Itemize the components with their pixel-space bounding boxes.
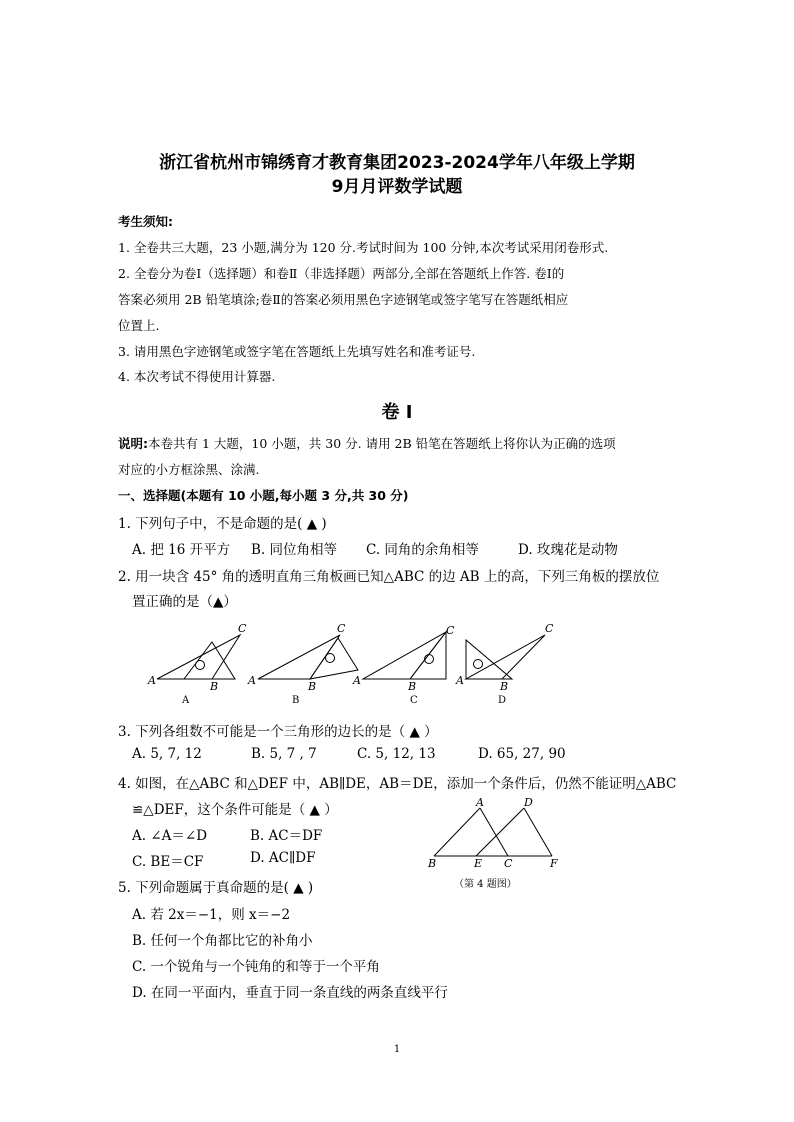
q2-fig-a-label-c: C [238,622,247,635]
section-note-line2: 对应的小方框涂黑、涂满. [118,462,260,477]
q4-stem-line1: 4. 如图，在△ABC 和△DEF 中，AB∥DE，AB＝DE，添加一个条件后，仍然不能证明△ABC [118,776,677,792]
q2-fig-b-label-b: B [308,680,317,693]
q2-fig-c-label-a: A [353,674,361,687]
q2-fig-d-label-b: B [500,680,509,693]
q5-option-a: A. 若 2x＝−1，则 x＝−2 [132,907,291,923]
q2-figure-a [157,635,240,679]
q2-caption-c: C [410,695,418,706]
q2-figure-c [363,632,446,679]
q3-stem: 3. 下列各组数不可能是一个三角形的边长的是（ ▲ ） [118,724,438,740]
notice-item-1: 1. 全卷共三大题，23 小题,满分为 120 分.考试时间为 100 分钟,本次考试采用闭卷形式. [118,240,609,255]
q4-fig-label-f: F [550,857,558,870]
q2-fig-a-label-a: A [148,674,156,687]
notice-heading: 考生须知: [118,214,173,229]
q3-option-c: C. 5, 12, 13 [357,746,436,762]
q1-stem: 1. 下列句子中，不是命题的是( ▲ ) [118,516,327,532]
section-note-text: 本卷共有 1 大题，10 小题，共 30 分. 请用 2B 铅笔在答题纸上将你认为正确的选项 [148,436,616,451]
document-title-line2: 9月月评数学试题 [331,177,463,197]
q2-figures [140,618,580,710]
q4-fig-caption: （第 4 题图） [454,879,517,890]
notice-item-4: 4. 本次考试不得使用计算器. [118,369,276,384]
q4-option-c: C. BE＝CF [132,854,204,870]
q1-option-a: A. 把 16 开平方 [132,542,231,558]
q1-option-d: D. 玫瑰花是动物 [518,542,618,558]
section-title: 卷 Ⅰ [381,402,413,423]
q2-fig-d-label-c: C [545,622,554,635]
q2-fig-d-label-a: A [456,674,464,687]
notice-item-3: 3. 请用黑色字迹钢笔或签字笔在答题纸上先填写姓名和准考证号. [118,344,476,359]
q5-option-c: C. 一个锐角与一个钝角的和等于一个平角 [132,959,380,975]
q4-option-b: B. AC＝DF [250,828,323,844]
part-heading: 一、选择题(本题有 10 小题,每小题 3 分,共 30 分) [118,488,409,503]
q1-option-b: B. 同位角相等 [251,542,338,558]
q2-caption-b: B [292,695,300,706]
q2-stem-line1: 2. 用一块含 45° 角的透明直角三角板画已知△ABC 的边 AB 上的高，下列三角板的摆放位 [118,569,660,585]
document-title-line1: 浙江省杭州市锦绣育才教育集团2023-2024学年八年级上学期 [159,153,635,173]
q2-stem-line2: 置正确的是（▲） [132,594,237,610]
q4-fig-label-e: E [474,857,483,870]
q5-option-b: B. 任何一个角都比它的补角小 [132,933,313,949]
section-note-label: 说明: [118,436,148,451]
q2-fig-a-label-b: B [210,680,219,693]
q4-stem-line2: ≌△DEF，这个条件可能是（ ▲ ） [132,802,338,818]
q4-fig-label-b: B [428,857,437,870]
q5-stem: 5. 下列命题属于真命题的是( ▲ ) [118,880,314,896]
q3-option-d: D. 65, 27, 90 [478,746,566,762]
q4-option-d: D. AC∥DF [250,850,316,866]
q2-fig-c-label-b: B [408,680,417,693]
q2-fig-c-label-c: C [446,624,455,637]
q2-figure-b [258,635,358,679]
q4-fig-label-d: D [524,796,533,809]
q3-option-a: A. 5, 7, 12 [132,746,202,762]
q4-fig-label-c: C [504,857,513,870]
q4-option-a: A. ∠A＝∠D [132,828,208,844]
q2-fig-b-label-c: C [337,622,346,635]
q2-caption-a: A [182,695,190,706]
page-number: 1 [393,1044,401,1055]
q2-figure-d [466,635,545,679]
q3-option-b: B. 5, 7 , 7 [251,746,317,762]
notice-item-2-cont: 答案必须用 2B 铅笔填涂;卷Ⅱ的答案必须用黑色字迹钢笔或签字笔写在答题纸相应 [118,292,569,307]
notice-item-2-cont2: 位置上. [118,318,160,333]
q5-option-d: D. 在同一平面内，垂直于同一条直线的两条直线平行 [132,985,448,1001]
q1-option-c: C. 同角的余角相等 [366,542,479,558]
notice-item-2: 2. 全卷分为卷Ⅰ（选择题）和卷Ⅱ（非选择题）两部分,全部在答题纸上作答. 卷Ⅰ的 [118,266,565,281]
section-note-line1 [118,434,616,452]
q2-fig-b-label-a: A [248,674,256,687]
q4-figure [424,796,574,892]
q4-fig-label-a: A [476,796,484,809]
q2-caption-d: D [498,695,507,706]
